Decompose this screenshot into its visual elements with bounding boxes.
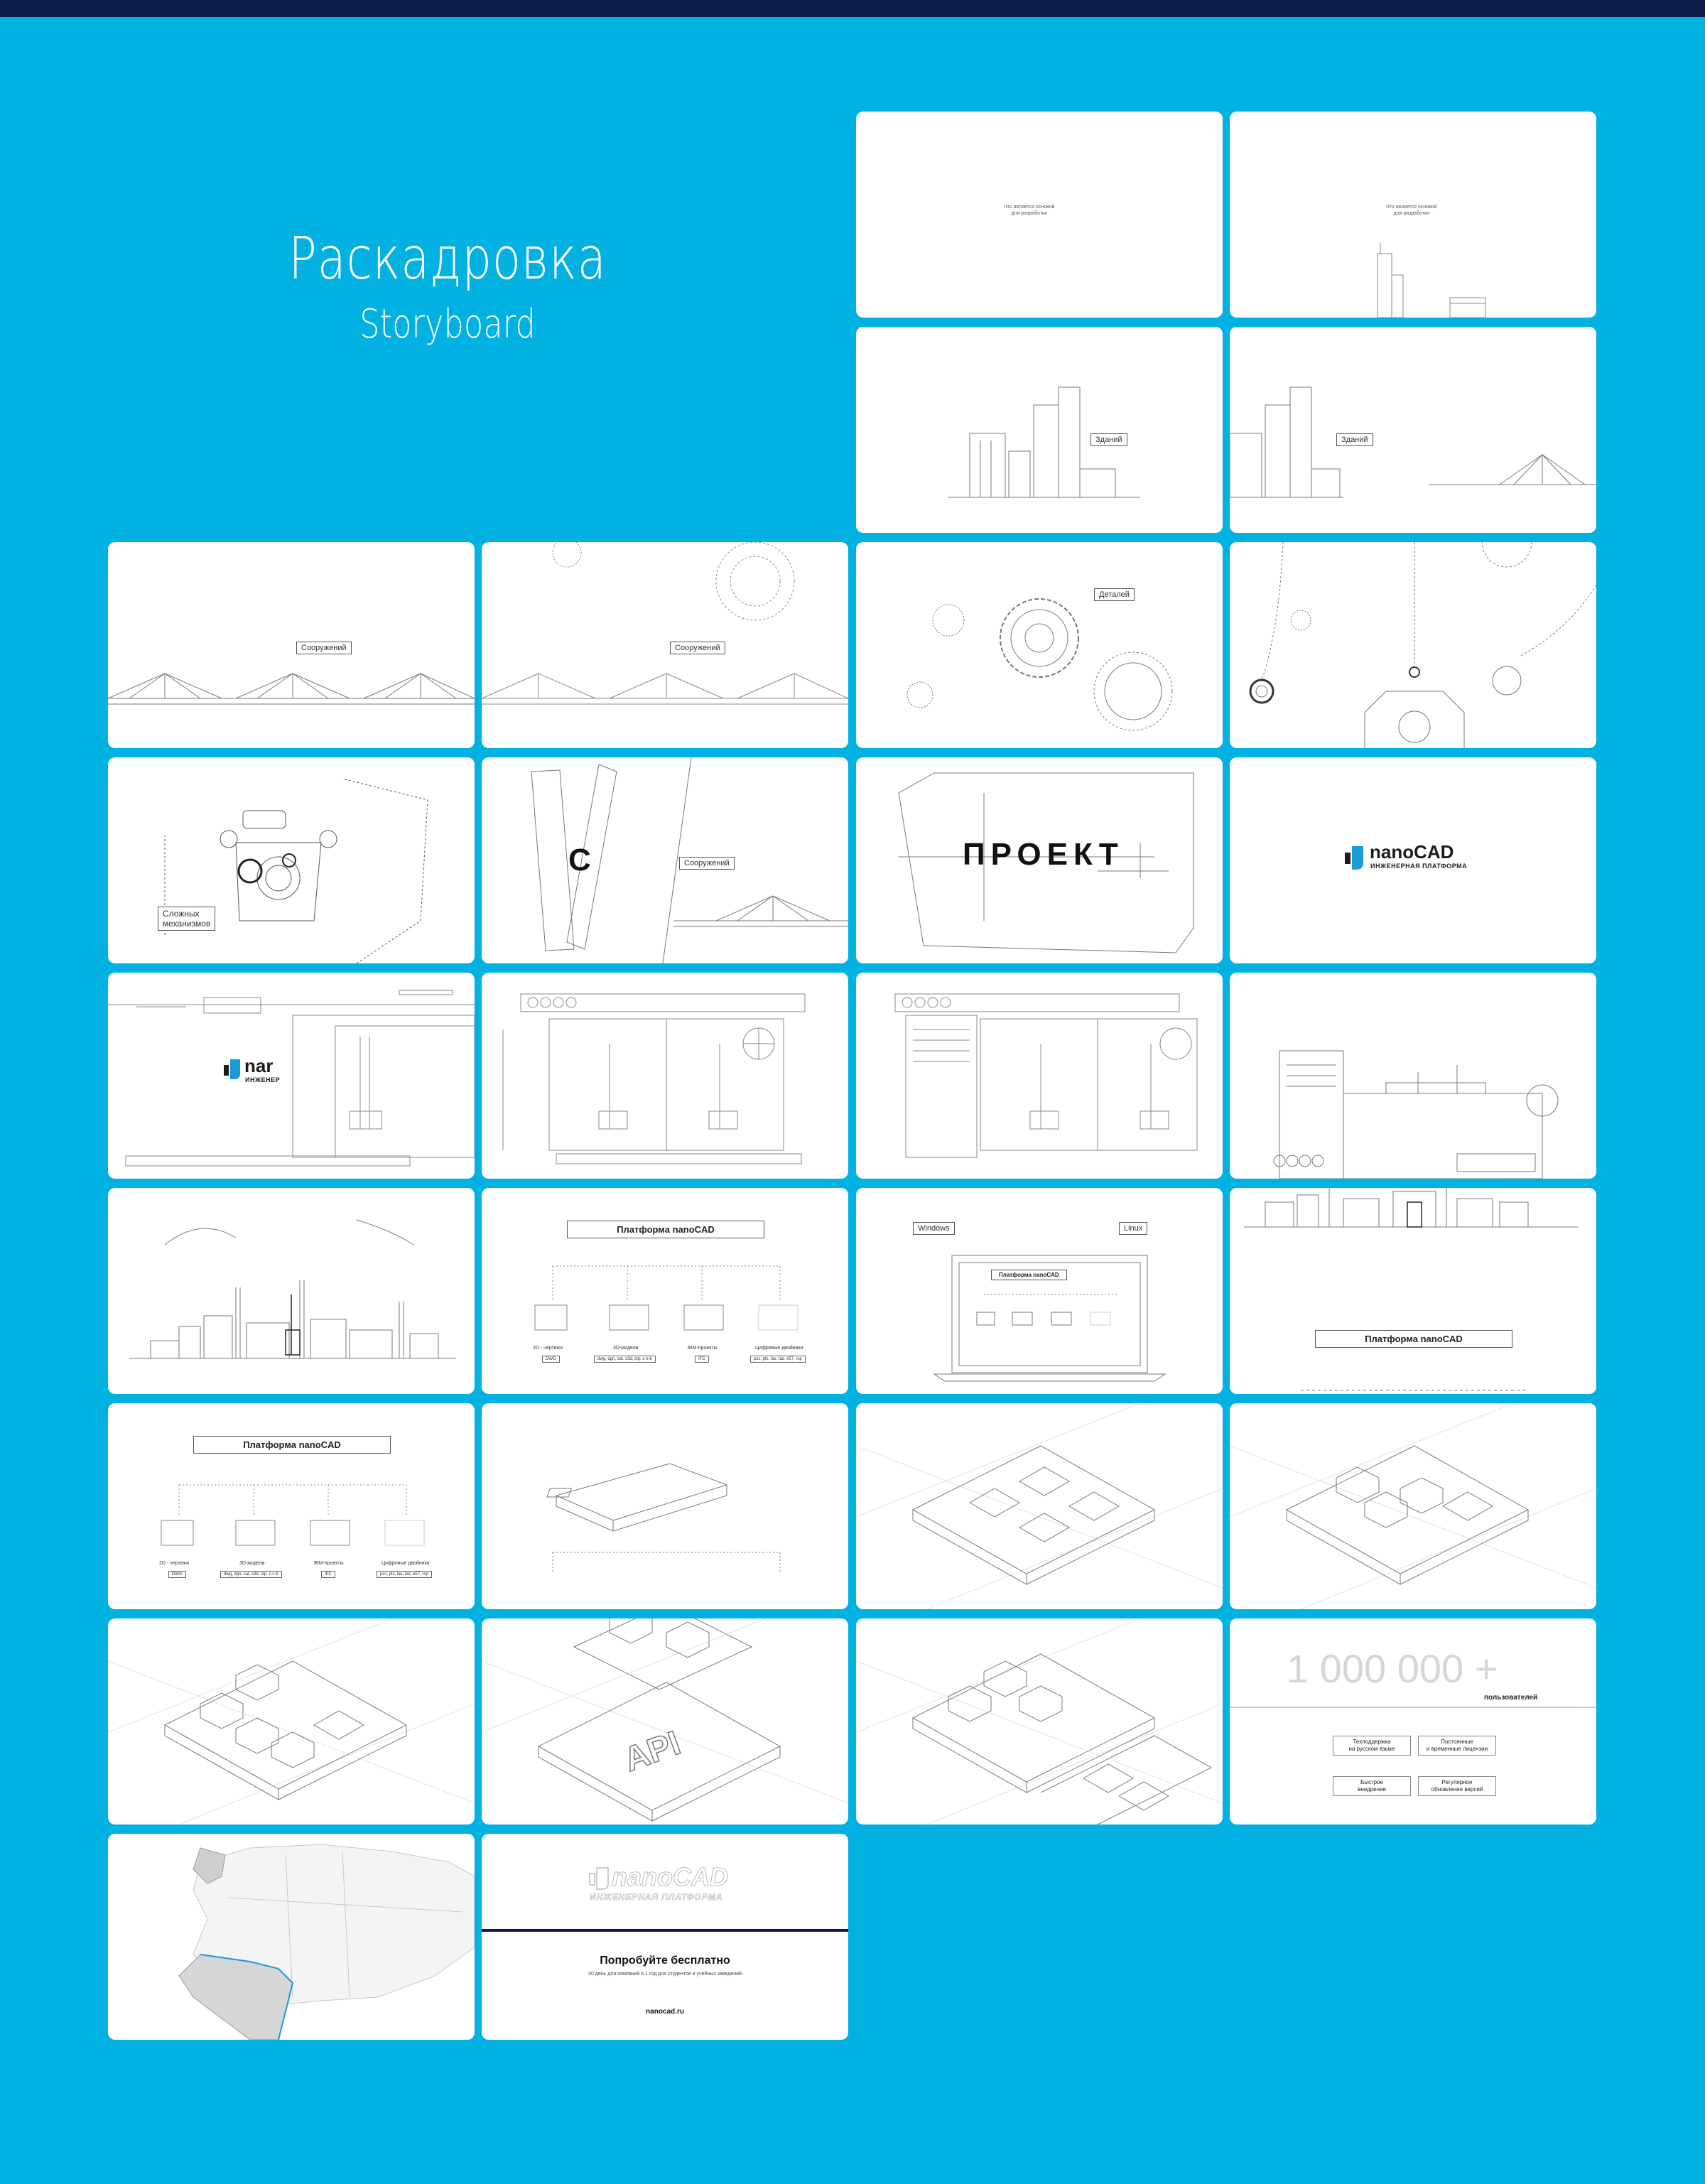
- page-title: Раскадровка: [288, 225, 607, 293]
- isometric-platform-modules: [108, 1618, 475, 1824]
- cta-url[interactable]: nanocad.ru: [646, 2008, 684, 2016]
- laptop-sketch: [856, 1188, 1223, 1394]
- cta-title: Попробуйте бесплатно: [600, 1955, 730, 1967]
- storyboard-frame-23: [856, 1403, 1223, 1609]
- frame-label: Сооружений: [296, 642, 352, 654]
- storyboard-frame-21: [108, 1403, 475, 1609]
- logo-text-outline: nanoCAD: [612, 1862, 728, 1891]
- format-ext: DWG: [542, 1356, 560, 1363]
- storyboard-frame-18: [482, 1188, 848, 1394]
- storyboard-frame-17: [108, 1188, 475, 1394]
- storyboard-frame-22: [482, 1403, 848, 1609]
- frame-caption: Что является основой для разработки: [1386, 205, 1437, 217]
- platform-formats-diagram: [108, 1403, 475, 1609]
- storyboard-frame-13: [108, 973, 475, 1179]
- industrial-collage-sketch: [1230, 973, 1596, 1179]
- logo-subtitle: ИНЖЕНЕРНАЯ ПЛАТФОРМА: [1370, 863, 1468, 870]
- os-label-linux: Linux: [1119, 1222, 1147, 1235]
- frame-label: Деталей: [1094, 588, 1135, 601]
- storyboard-frame-4: [1230, 327, 1596, 533]
- platform-title: Платформа nanoCAD: [1315, 1330, 1512, 1348]
- platform-title: Платформа nanoCAD: [567, 1221, 764, 1238]
- users-count: 1 000 000 +: [1287, 1646, 1498, 1691]
- api-label: API: [619, 1724, 686, 1780]
- frame-caption: Что является основой для разработки: [1004, 205, 1055, 217]
- format-name: BIM-проекты: [314, 1561, 344, 1566]
- isometric-api-layer: [482, 1618, 848, 1824]
- storyboard-frame-5: [108, 542, 475, 748]
- format-name: Цифровые двойники: [381, 1561, 430, 1566]
- city-and-bridge-sketch: [1230, 327, 1596, 533]
- engine-sketch: [108, 757, 475, 963]
- storyboard-frame-7: [856, 542, 1223, 748]
- frame-label: Сложных механизмов: [158, 907, 215, 931]
- format-name: Цифровые двойники: [755, 1346, 803, 1351]
- format-ext: pcs, pts, las, laz, e57, rcp: [377, 1571, 432, 1578]
- format-ext: pcs, pts, las, laz, e57, rcp: [750, 1356, 806, 1363]
- storyboard-frame-10: [482, 757, 848, 963]
- storyboard-frame-14: [482, 973, 848, 1179]
- format-ext: dwg, dgn, sat, x3d, stp, c-s-b: [594, 1356, 656, 1363]
- format-ext: DWG: [168, 1571, 186, 1578]
- logo-text: nanoCAD: [1370, 841, 1454, 863]
- storyboard-frame-19: [856, 1188, 1223, 1394]
- bridge-sketch: [108, 542, 475, 748]
- page-flip-sketch: [482, 757, 848, 963]
- storyboard-frame-2: [1230, 112, 1596, 318]
- format-ext: dwg, dgn, sat, x3d, stp, c-s-b: [220, 1571, 282, 1578]
- storyboard-frame-27: [856, 1618, 1223, 1824]
- software-window-sketch: [482, 973, 848, 1179]
- logo-subtitle-partial: ИНЖЕНЕР: [245, 1076, 281, 1083]
- logo-text-partial: nar: [244, 1055, 274, 1076]
- feature-badge: Регулярное обновление версий: [1418, 1776, 1496, 1796]
- storyboard-frame-1: [856, 112, 1223, 318]
- software-window-sketch: [856, 973, 1223, 1179]
- storyboard-frame-26: [482, 1618, 848, 1824]
- feature-badge: Быстрое внедрение: [1333, 1776, 1411, 1796]
- map-sketch: [108, 1834, 475, 2040]
- feature-badge: Техподдержка на русском языке: [1333, 1736, 1411, 1756]
- storyboard-frame-9: [108, 757, 475, 963]
- users-label: пользователей: [1484, 1694, 1538, 1702]
- industrial-strip-sketch: [1230, 1188, 1596, 1394]
- platform-formats-diagram: [482, 1188, 848, 1394]
- isometric-platform-stack: [856, 1618, 1223, 1824]
- engine-and-gears-sketch: [1230, 542, 1596, 748]
- format-ext: IFC: [695, 1356, 709, 1363]
- storyboard-frame-6: [482, 542, 848, 748]
- storyboard-frame-11: [856, 757, 1223, 963]
- storyboard-frame-30: [482, 1834, 848, 2040]
- frame-label: Зданий: [1336, 433, 1373, 446]
- bridge-and-gears-sketch: [482, 542, 848, 748]
- platform-title-small: Платформа nanoCAD: [991, 1270, 1067, 1280]
- storyboard-frame-28: [1230, 1618, 1596, 1824]
- project-word: ПРОЕКТ: [963, 837, 1124, 872]
- frame-letter: С: [568, 843, 591, 877]
- cta-subtitle: 30 день для компаний и 1 год для студентов и учебных заведений: [588, 1972, 742, 1977]
- isometric-platform-grid: [856, 1403, 1223, 1609]
- isometric-platform-sketch: [482, 1403, 848, 1609]
- storyboard-frame-25: [108, 1618, 475, 1824]
- frame-label: Сооружений: [679, 857, 735, 870]
- storyboard-frame-3: [856, 327, 1223, 533]
- frame-label: Сооружений: [670, 642, 725, 654]
- frame-label: Зданий: [1090, 433, 1127, 446]
- format-name: BIM-проекты: [688, 1346, 718, 1351]
- storyboard-frame-8: [1230, 542, 1596, 748]
- city-buildings-sketch: [856, 327, 1223, 533]
- page-subtitle: Storyboard: [359, 301, 536, 348]
- platform-title: Платформа nanoCAD: [193, 1436, 391, 1454]
- isometric-platform-modules: [1230, 1403, 1596, 1609]
- format-name: 2D - чертежи: [159, 1561, 189, 1566]
- format-name: 3D-модели: [613, 1346, 639, 1351]
- storyboard-frame-12: [1230, 757, 1596, 963]
- storyboard-frame-16: [1230, 973, 1596, 1179]
- storyboard-frame-24: [1230, 1403, 1596, 1609]
- software-window-sketch: [108, 973, 475, 1179]
- top-bar: [0, 0, 1705, 17]
- storyboard-frame-29: [108, 1834, 475, 2040]
- storyboard-frame-15: [856, 973, 1223, 1179]
- logo-subtitle-outline: ИНЖЕНЕРНАЯ ПЛАТФОРМА: [590, 1892, 723, 1902]
- format-name: 3D-модели: [239, 1561, 265, 1566]
- factory-skyline-sketch: [108, 1188, 475, 1394]
- feature-badge: Постоянные и временные лицензии: [1418, 1736, 1496, 1756]
- format-ext: IFC: [321, 1571, 335, 1578]
- os-label-windows: Windows: [913, 1222, 955, 1235]
- gears-sketch: [856, 542, 1223, 748]
- format-name: 2D - чертежи: [533, 1346, 563, 1351]
- storyboard-frame-20: [1230, 1188, 1596, 1394]
- page-title-block: [107, 227, 789, 347]
